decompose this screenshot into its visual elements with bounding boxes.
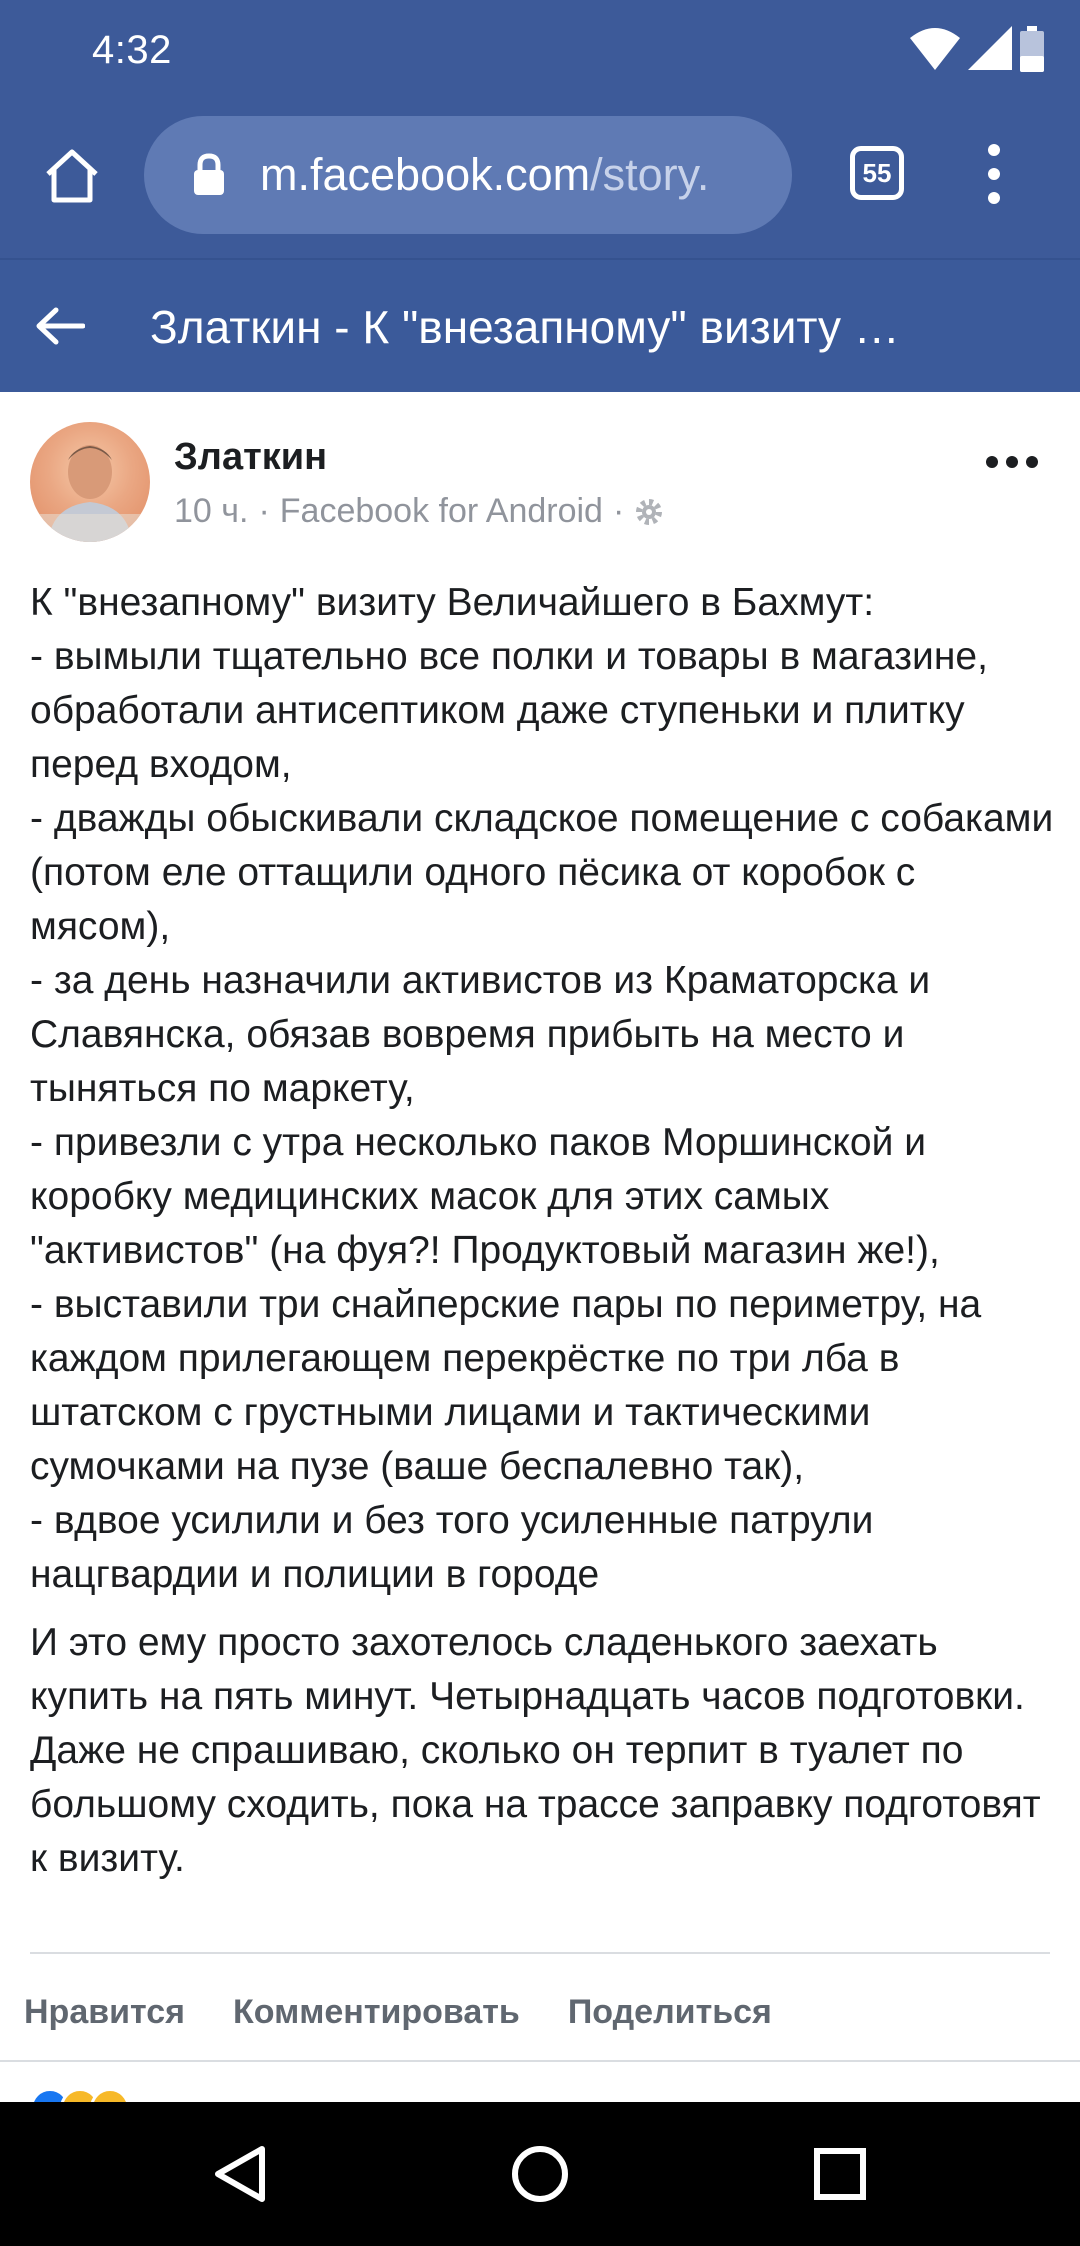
back-triangle-icon (212, 2144, 268, 2204)
nav-home-button[interactable] (500, 2134, 580, 2214)
wifi-icon (910, 26, 960, 72)
nav-back-button[interactable] (200, 2134, 280, 2214)
status-icons (910, 26, 1044, 72)
post-source: Facebook for Android (279, 492, 603, 530)
url-bar[interactable] (144, 116, 792, 234)
post-paragraph: К "внезапному" визиту Величайшего в Бахмут: - вымыли тщательно все полки и товары в магазине, обработали антисептиком даже ступеньки и плитку перед входом, - дважды обыскивали складское помещение с собаками (потом еле оттащили одного пёсика от коробок с мясом), - за день назначили активистов из Краматорска и Славянска, обязав вовремя прибыть на место и тыняться по маркету, - привезли с утра несколько паков Моршинской и коробку медицинских масок для этих самых "активистов" (на фуя?! Продуктовый магазин же!), - выставили три снайперские пары по периметру, на каждом прилегающем перекрёстке по три лба в штатском с грустными лицами и тактическими сумочками на пузе (ваше беспалевно так), - вдвое усилили и без того усиленные патрули нацгвардии и полиции в городе (30, 581, 1054, 1596)
status-bar (0, 0, 1080, 110)
system-nav-bar (0, 2102, 1080, 2246)
browser-toolbar (0, 110, 1080, 258)
tab-count: 55 (862, 157, 892, 188)
page-header (0, 258, 1080, 392)
signal-icon (968, 26, 1012, 72)
author-name[interactable]: Златкин (174, 436, 328, 478)
back-button[interactable] (30, 296, 90, 356)
share-button[interactable]: Поделиться (567, 1992, 772, 2031)
post-actions (0, 1954, 1080, 2070)
home-circle-icon (510, 2144, 570, 2204)
post-body (30, 576, 1060, 1900)
meta-separator: · (612, 492, 625, 530)
overflow-menu-icon[interactable] (970, 138, 1018, 210)
url-text (260, 149, 709, 201)
page-title: Златкин - К "внезапному" визиту … (150, 301, 900, 353)
post-time[interactable]: 10 ч. (174, 492, 249, 530)
recents-square-icon (813, 2147, 867, 2201)
divider (0, 2060, 1080, 2062)
url-path: /story. (590, 149, 710, 200)
url-domain: m.facebook.com (260, 149, 591, 200)
post-options-button[interactable] (986, 456, 1038, 468)
battery-icon (1020, 26, 1044, 72)
comment-button[interactable]: Комментировать (233, 1992, 520, 2031)
status-time: 4:32 (92, 28, 172, 72)
home-icon (42, 148, 102, 204)
arrow-left-icon (35, 306, 85, 346)
avatar-photo (30, 422, 150, 542)
like-button[interactable]: Нравится (24, 1992, 185, 2031)
gear-icon (634, 497, 664, 527)
browser-home-button[interactable] (36, 140, 108, 212)
post-meta (174, 492, 664, 531)
tab-switcher-button[interactable] (850, 146, 904, 200)
lock-icon (192, 153, 226, 197)
post-paragraph: И это ему просто захотелось сладенького заехать купить на пять минут. Четырнадцать часов подготовки. Даже не спрашиваю, сколько он терпит в туалет по большому сходить, пока на трассе заправку подготовят к визиту. (30, 1621, 1041, 1880)
meta-separator: · (258, 492, 270, 530)
nav-recents-button[interactable] (800, 2134, 880, 2214)
avatar[interactable] (30, 422, 150, 542)
